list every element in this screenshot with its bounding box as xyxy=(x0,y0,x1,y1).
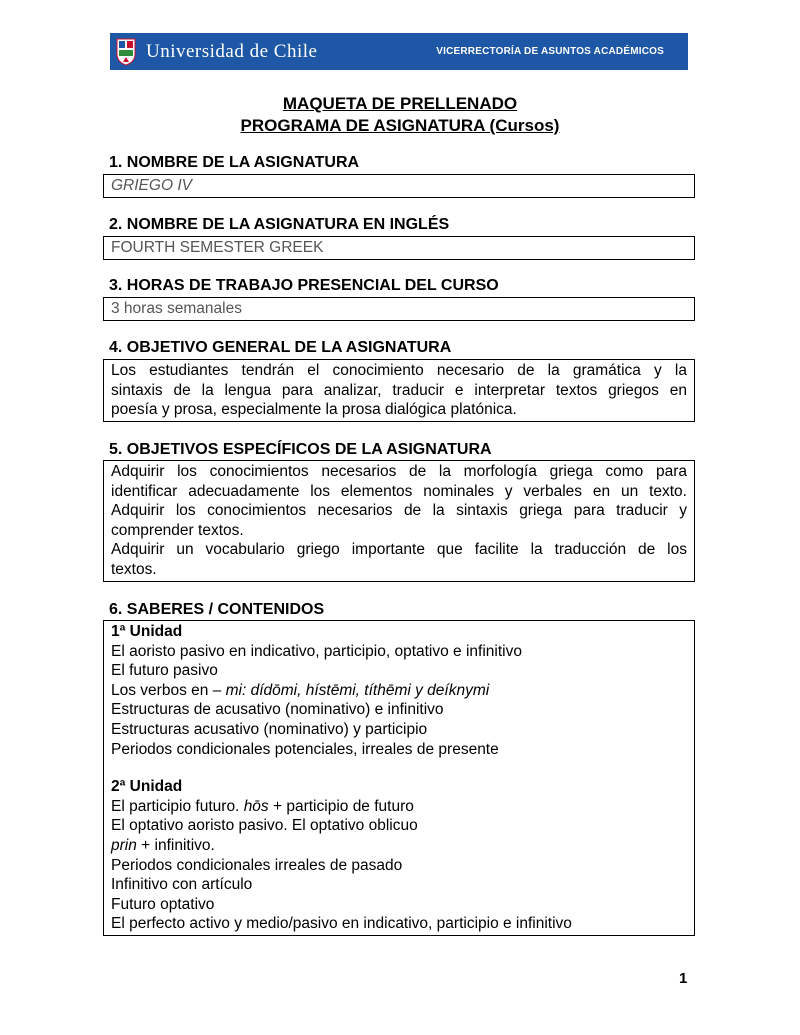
specific-objective-line: comprender textos. xyxy=(111,521,244,539)
content-text: + infinitivo. xyxy=(136,836,215,854)
specific-objective-line: Adquirir los conocimientos necesarios de la morfología griega como para xyxy=(111,463,687,480)
content-line: El optativo aoristo pasivo. El optativo oblicuo xyxy=(111,817,418,835)
content-italic-text: mi: dídōmi, hístēmi, títhēmi y deíknymi xyxy=(225,681,490,699)
section-2-field: FOURTH SEMESTER GREEK xyxy=(103,236,695,260)
content-line: El futuro pasivo xyxy=(111,662,218,680)
section-6-field xyxy=(103,620,695,936)
content-line: Futuro optativo xyxy=(111,895,215,913)
objective-line: sintaxis de la lengua para analizar, traducir e interpretar textos griegos en xyxy=(111,381,687,399)
specific-objective-line: Adquirir un vocabulario griego importante que facilite la traducción de los xyxy=(111,541,687,559)
document-title-line2: PROGRAMA DE ASIGNATURA (Cursos) xyxy=(240,116,560,135)
content-line: El aoristo pasivo en indicativo, participio, optativo e infinitivo xyxy=(111,642,522,660)
content-line xyxy=(111,681,687,701)
content-line: Infinitivo con artículo xyxy=(111,876,253,894)
section-4-field xyxy=(103,359,695,422)
section-1-field: GRIEGO IV xyxy=(103,174,695,198)
section-3-field: 3 horas semanales xyxy=(103,297,695,321)
content-line: Periodos condicionales irreales de pasado xyxy=(111,856,403,874)
objective-line: poesía y prosa, especialmente la prosa dialógica platónica. xyxy=(111,401,517,419)
content-text: + participio de futuro xyxy=(268,797,414,815)
page-number: 1 xyxy=(679,970,688,987)
content-italic-text: hōs xyxy=(243,797,269,815)
unit-2-title: 2ª Unidad xyxy=(111,778,183,796)
objective-line: Los estudiantes tendrán el conocimiento necesario de la gramática y la xyxy=(111,362,687,379)
section-2-heading: 2. NOMBRE DE LA ASIGNATURA EN INGLÉS xyxy=(109,216,450,233)
university-name: Universidad de Chile xyxy=(146,40,318,62)
content-text: Los verbos en – xyxy=(111,681,226,699)
section-3-heading: 3. HORAS DE TRABAJO PRESENCIAL DEL CURSO xyxy=(109,277,499,294)
specific-objective-line: Adquirir los conocimientos necesarios de la sintaxis griega para traducir y xyxy=(111,502,687,520)
vicerrectoria-label: VICERRECTORÍA DE ASUNTOS ACADÉMICOS xyxy=(436,46,664,57)
specific-objective-line: identificar adecuadamente los elementos nominales y verbales en un texto. xyxy=(111,482,687,500)
university-crest-icon xyxy=(116,38,136,66)
specific-objective-line: textos. xyxy=(111,560,157,578)
content-line: Estructuras de acusativo (nominativo) e infinitivo xyxy=(111,701,444,719)
content-italic-text: prin xyxy=(111,836,137,854)
content-line: El perfecto activo y medio/pasivo en indicativo, participio e infinitivo xyxy=(111,915,572,933)
content-text: El participio futuro. xyxy=(111,797,244,815)
header-banner xyxy=(110,33,688,70)
content-line: Estructuras acusativo (nominativo) y participio xyxy=(111,720,428,738)
section-5-heading: 5. OBJETIVOS ESPECÍFICOS DE LA ASIGNATURA xyxy=(109,441,492,458)
section-5-field xyxy=(103,460,695,582)
content-line: Periodos condicionales potenciales, irreales de presente xyxy=(111,740,499,758)
content-line xyxy=(111,836,687,856)
unit-1-title: 1ª Unidad xyxy=(111,623,183,640)
content-line xyxy=(111,797,687,817)
document-title-line1: MAQUETA DE PRELLENADO xyxy=(282,94,518,113)
section-4-heading: 4. OBJETIVO GENERAL DE LA ASIGNATURA xyxy=(109,339,452,356)
section-1-heading: 1. NOMBRE DE LA ASIGNATURA xyxy=(109,154,360,171)
unit-spacer xyxy=(111,759,687,777)
section-6-heading: 6. SABERES / CONTENIDOS xyxy=(109,601,325,618)
